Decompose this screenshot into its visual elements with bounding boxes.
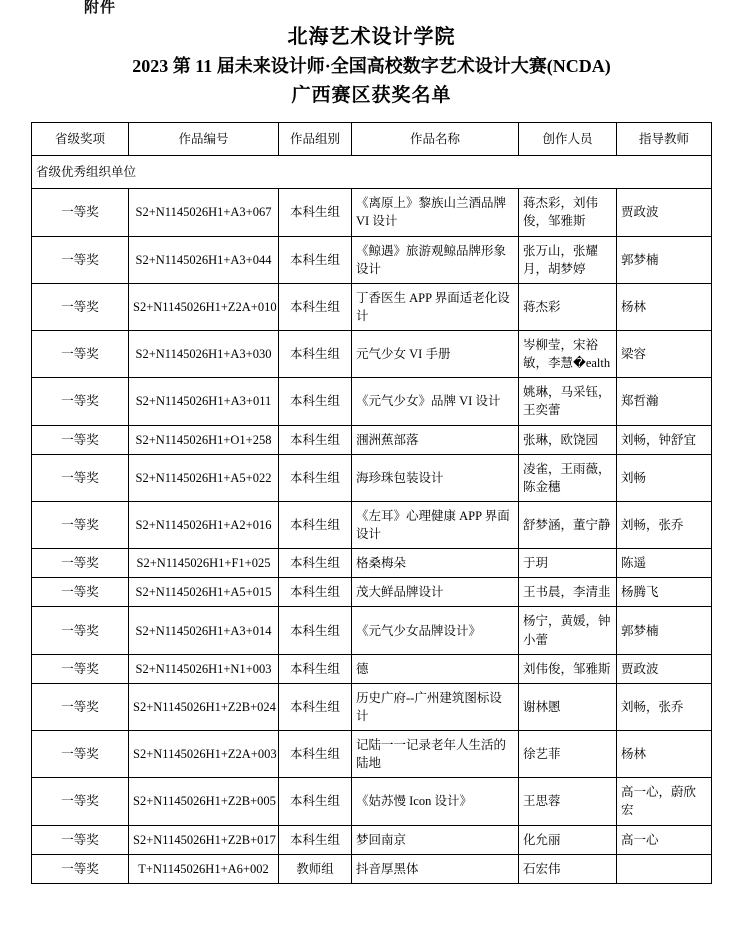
cell-work-name: 格桑梅朵 xyxy=(352,549,519,578)
cell-work-name: 《鲸遇》旅游观鲸品牌形象设计 xyxy=(352,236,519,283)
table-row xyxy=(32,549,712,578)
cell-prize: 一等奖 xyxy=(32,501,129,548)
organizer-row xyxy=(32,156,712,189)
cell-work-name: 德 xyxy=(352,654,519,683)
cell-code: S2+N1145026H1+A3+011 xyxy=(129,378,279,425)
cell-group: 本科生组 xyxy=(279,778,352,825)
cell-prize: 一等奖 xyxy=(32,283,129,330)
title-institution: 北海艺术设计学院 xyxy=(287,26,456,48)
cell-mentor: 刘畅，钟舒宜 xyxy=(617,425,712,454)
cell-work-name: 《离原上》黎族山兰酒品牌 VI 设计 xyxy=(352,189,519,236)
cell-work-name: 《左耳》心理健康 APP 界面设计 xyxy=(352,501,519,548)
cell-code: S2+N1145026H1+Z2A+003 xyxy=(129,731,279,778)
cell-group: 本科生组 xyxy=(279,236,352,283)
cell-work-name: 丁香医生 APP 界面适老化设计 xyxy=(352,283,519,330)
cell-prize: 一等奖 xyxy=(32,549,129,578)
organizer-label: 省级优秀组织单位 xyxy=(32,156,712,189)
cell-group: 本科生组 xyxy=(279,731,352,778)
cell-author: 舒梦涵，董宁静 xyxy=(519,501,617,548)
cell-code: S2+N1145026H1+A3+067 xyxy=(129,189,279,236)
cell-author: 化允丽 xyxy=(519,825,617,854)
cell-work-name: 茂大鲜品牌设计 xyxy=(352,578,519,607)
cell-mentor: 贾政波 xyxy=(617,654,712,683)
cell-code: S2+N1145026H1+Z2B+024 xyxy=(129,683,279,730)
cell-mentor: 杨林 xyxy=(617,283,712,330)
cell-code: S2+N1145026H1+N1+003 xyxy=(129,654,279,683)
cell-group: 本科生组 xyxy=(279,501,352,548)
header-group: 作品组别 xyxy=(279,123,352,156)
cell-author: 张万山，张耀月，胡梦婷 xyxy=(519,236,617,283)
cell-prize: 一等奖 xyxy=(32,778,129,825)
cell-prize: 一等奖 xyxy=(32,854,129,883)
table-row xyxy=(32,683,712,730)
cell-work-name: 《姑苏慢 Icon 设计》 xyxy=(352,778,519,825)
cell-mentor: 郭梦楠 xyxy=(617,236,712,283)
cell-code: S2+N1145026H1+Z2A+010 xyxy=(129,283,279,330)
cell-prize: 一等奖 xyxy=(32,425,129,454)
award-table xyxy=(31,122,712,884)
cell-group: 本科生组 xyxy=(279,378,352,425)
cell-group: 本科生组 xyxy=(279,189,352,236)
cell-mentor: 刘畅，张乔 xyxy=(617,683,712,730)
table-row xyxy=(32,454,712,501)
cell-author: 于玥 xyxy=(519,549,617,578)
cell-author: 刘伟俊，邹雅斯 xyxy=(519,654,617,683)
cell-prize: 一等奖 xyxy=(32,607,129,654)
cell-author: 岑柳莹，宋裕敏，李慧�ealth xyxy=(519,331,617,378)
cell-mentor: 高一心，蔚欣宏 xyxy=(617,778,712,825)
cell-prize: 一等奖 xyxy=(32,683,129,730)
cell-group: 本科生组 xyxy=(279,825,352,854)
cell-mentor: 杨林 xyxy=(617,731,712,778)
cell-code: S2+N1145026H1+Z2B+005 xyxy=(129,778,279,825)
cell-author: 蒋杰彩，刘伟俊，邹雅斯 xyxy=(519,189,617,236)
cell-work-name: 历史广府--广州建筑图标设计 xyxy=(352,683,519,730)
cell-author: 徐艺菲 xyxy=(519,731,617,778)
cell-prize: 一等奖 xyxy=(32,236,129,283)
cell-prize: 一等奖 xyxy=(32,578,129,607)
cell-group: 本科生组 xyxy=(279,578,352,607)
award-table-body xyxy=(32,156,712,884)
header-author: 创作人员 xyxy=(519,123,617,156)
header-code: 作品编号 xyxy=(129,123,279,156)
cell-group: 本科生组 xyxy=(279,549,352,578)
cell-code: S2+N1145026H1+F1+025 xyxy=(129,549,279,578)
cell-author: 姚琳，马采钰，王奕蕾 xyxy=(519,378,617,425)
cell-author: 张琳，欧饶园 xyxy=(519,425,617,454)
cell-mentor xyxy=(617,854,712,883)
cell-prize: 一等奖 xyxy=(32,378,129,425)
cell-code: S2+N1145026H1+A5+022 xyxy=(129,454,279,501)
cell-group: 本科生组 xyxy=(279,454,352,501)
cell-group: 本科生组 xyxy=(279,331,352,378)
cell-work-name: 记陆一一记录老年人生活的陆地 xyxy=(352,731,519,778)
cell-prize: 一等奖 xyxy=(32,731,129,778)
title-competition: 2023 第 11 届未来设计师·全国高校数字艺术设计大赛(NCDA) xyxy=(132,56,611,76)
table-row xyxy=(32,283,712,330)
cell-author: 谢林慁 xyxy=(519,683,617,730)
table-row xyxy=(32,731,712,778)
header-work-name: 作品名称 xyxy=(352,123,519,156)
cell-work-name: 《元气少女》品牌 VI 设计 xyxy=(352,378,519,425)
cell-code: T+N1145026H1+A6+002 xyxy=(129,854,279,883)
cell-mentor: 贾政波 xyxy=(617,189,712,236)
cell-mentor: 陈遥 xyxy=(617,549,712,578)
cell-group: 本科生组 xyxy=(279,283,352,330)
cell-mentor: 梁容 xyxy=(617,331,712,378)
table-row xyxy=(32,654,712,683)
cell-prize: 一等奖 xyxy=(32,189,129,236)
cell-code: S2+N1145026H1+Z2B+017 xyxy=(129,825,279,854)
cell-mentor: 高一心 xyxy=(617,825,712,854)
table-row xyxy=(32,825,712,854)
title-region-list: 广西赛区获奖名单 xyxy=(291,84,452,106)
cell-code: S2+N1145026H1+A3+014 xyxy=(129,607,279,654)
cell-prize: 一等奖 xyxy=(32,331,129,378)
table-row xyxy=(32,378,712,425)
cell-work-name: 梦回南京 xyxy=(352,825,519,854)
table-row xyxy=(32,425,712,454)
cell-work-name: 《元气少女品牌设计》 xyxy=(352,607,519,654)
cell-group: 教师组 xyxy=(279,854,352,883)
table-row xyxy=(32,854,712,883)
cell-work-name: 涠洲蕉部落 xyxy=(352,425,519,454)
cell-code: S2+N1145026H1+A3+044 xyxy=(129,236,279,283)
cell-mentor: 杨腾飞 xyxy=(617,578,712,607)
cell-author: 凌雀，王雨薇，陈金穗 xyxy=(519,454,617,501)
cell-code: S2+N1145026H1+A5+015 xyxy=(129,578,279,607)
cell-author: 蒋杰彩 xyxy=(519,283,617,330)
cell-group: 本科生组 xyxy=(279,683,352,730)
table-row xyxy=(32,331,712,378)
cell-work-name: 抖音厚黑体 xyxy=(352,854,519,883)
cell-prize: 一等奖 xyxy=(32,454,129,501)
cell-work-name: 海珍珠包装设计 xyxy=(352,454,519,501)
table-row xyxy=(32,236,712,283)
table-row xyxy=(32,578,712,607)
cell-mentor: 郑哲瀚 xyxy=(617,378,712,425)
cell-code: S2+N1145026H1+A3+030 xyxy=(129,331,279,378)
cell-mentor: 刘畅 xyxy=(617,454,712,501)
table-header-row xyxy=(32,123,712,156)
cell-group: 本科生组 xyxy=(279,425,352,454)
table-row xyxy=(32,189,712,236)
cell-group: 本科生组 xyxy=(279,607,352,654)
cell-mentor: 郭梦楠 xyxy=(617,607,712,654)
cell-code: S2+N1145026H1+A2+016 xyxy=(129,501,279,548)
table-row xyxy=(32,501,712,548)
cell-author: 王思蓉 xyxy=(519,778,617,825)
attachment-label: 附件 xyxy=(84,0,117,16)
table-row xyxy=(32,778,712,825)
header-mentor: 指导教师 xyxy=(617,123,712,156)
cell-author: 杨宁，黄媛，钟小蕾 xyxy=(519,607,617,654)
cell-prize: 一等奖 xyxy=(32,654,129,683)
cell-code: S2+N1145026H1+O1+258 xyxy=(129,425,279,454)
cell-prize: 一等奖 xyxy=(32,825,129,854)
table-row xyxy=(32,607,712,654)
cell-author: 石宏伟 xyxy=(519,854,617,883)
cell-author: 王书晨，李清韭 xyxy=(519,578,617,607)
header-prize: 省级奖项 xyxy=(32,123,129,156)
cell-mentor: 刘畅，张乔 xyxy=(617,501,712,548)
cell-group: 本科生组 xyxy=(279,654,352,683)
cell-work-name: 元气少女 VI 手册 xyxy=(352,331,519,378)
